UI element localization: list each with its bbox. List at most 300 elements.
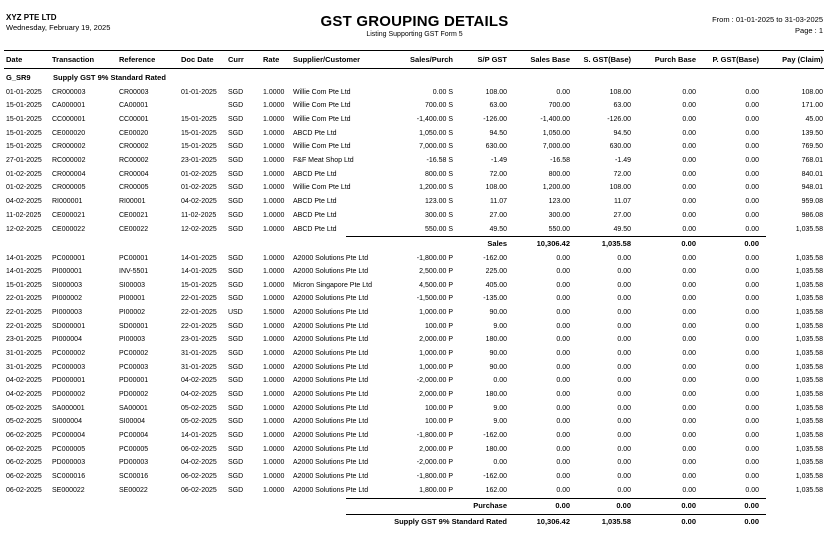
cell-supplier: Willie Com Pte Ltd bbox=[293, 102, 351, 110]
table-row bbox=[0, 361, 829, 375]
col-purch-base: Purch Base bbox=[654, 55, 696, 64]
cell-p-gst-base: 0.00 bbox=[745, 102, 759, 110]
table-row bbox=[0, 306, 829, 320]
cell-reference: PC00004 bbox=[119, 431, 149, 439]
report-date: Wednesday, February 19, 2025 bbox=[6, 23, 111, 32]
cell-s-gst-base: 0.00 bbox=[617, 459, 631, 467]
cell-doc-date: 04-02-2025 bbox=[181, 459, 217, 467]
cell-date: 11-02-2025 bbox=[6, 211, 42, 219]
cell-doc-date: 15-01-2025 bbox=[181, 281, 217, 289]
table-row bbox=[0, 443, 829, 457]
cell-sales-purch: 2,000.00 P bbox=[419, 391, 453, 398]
cell-date: 31-01-2025 bbox=[6, 363, 42, 371]
col-pay-claim: Pay (Claim) bbox=[782, 55, 823, 64]
cell-purch-base: 0.00 bbox=[682, 143, 696, 151]
cell-transaction: PI000001 bbox=[52, 268, 82, 276]
cell-curr: SGD bbox=[228, 459, 244, 467]
cell-pay-claim: 1,035.58 bbox=[795, 418, 823, 426]
cell-supplier: A2000 Solutions Pte Ltd bbox=[293, 472, 369, 480]
cell-date: 06-02-2025 bbox=[6, 459, 42, 467]
cell-date: 15-01-2025 bbox=[6, 143, 42, 151]
cell-sales-base: 0.00 bbox=[556, 391, 570, 398]
cell-sales-base: 0.00 bbox=[556, 459, 570, 467]
cell-transaction: CE000022 bbox=[52, 225, 86, 233]
table-row bbox=[0, 252, 829, 266]
cell-reference: CR00005 bbox=[119, 184, 149, 192]
cell-purch-base: 0.00 bbox=[682, 211, 696, 219]
cell-date: 15-01-2025 bbox=[6, 129, 42, 137]
cell-transaction: CR000005 bbox=[52, 184, 86, 192]
cell-supplier: A2000 Solutions Pte Ltd bbox=[293, 459, 369, 467]
cell-sales-base: 0.00 bbox=[556, 363, 570, 371]
cell-rate: 1.0000 bbox=[263, 486, 285, 494]
group-total-row bbox=[0, 517, 829, 529]
cell-reference: PD00001 bbox=[119, 377, 149, 385]
cell-doc-date: 31-01-2025 bbox=[181, 363, 217, 371]
cell-sales-base: 0.00 bbox=[556, 377, 570, 385]
col-date: Date bbox=[6, 55, 23, 64]
cell-sales-purch: 1,000.00 P bbox=[419, 309, 453, 317]
cell-reference: CA00001 bbox=[119, 102, 149, 110]
cell-pay-claim: 1,035.58 bbox=[795, 486, 823, 494]
cell-s-gst-base: 108.00 bbox=[609, 184, 631, 192]
cell-sp-gst: 9.00 bbox=[493, 322, 507, 330]
cell-sales-purch: 550.00 S bbox=[424, 225, 453, 233]
cell-purch-base: 0.00 bbox=[682, 350, 696, 358]
cell-p-gst-base: 0.00 bbox=[745, 184, 759, 192]
column-header-row bbox=[0, 55, 829, 67]
cell-supplier: A2000 Solutions Pte Ltd bbox=[293, 404, 369, 412]
header-top-rule bbox=[4, 50, 824, 51]
sales-subtotal-s-gst: 1,035.58 bbox=[601, 239, 631, 248]
cell-pay-claim: 986.08 bbox=[801, 211, 823, 219]
cell-rate: 1.0000 bbox=[263, 336, 285, 344]
cell-transaction: PD000003 bbox=[52, 459, 86, 467]
cell-sales-base: 0.00 bbox=[556, 322, 570, 330]
cell-sales-purch: -2,000.00 P bbox=[416, 459, 453, 467]
cell-rate: 1.0000 bbox=[263, 363, 285, 371]
cell-sales-purch: 700.00 S bbox=[424, 102, 453, 110]
cell-transaction: CE000020 bbox=[52, 129, 86, 137]
cell-curr: SGD bbox=[228, 211, 244, 219]
cell-reference: SA00001 bbox=[119, 404, 148, 412]
cell-s-gst-base: 0.00 bbox=[617, 350, 631, 358]
cell-s-gst-base: -126.00 bbox=[607, 115, 631, 123]
cell-curr: SGD bbox=[228, 431, 244, 439]
cell-purch-base: 0.00 bbox=[682, 309, 696, 317]
cell-sp-gst: 9.00 bbox=[493, 418, 507, 426]
cell-curr: SGD bbox=[228, 268, 244, 276]
cell-transaction: SI000003 bbox=[52, 281, 82, 289]
cell-p-gst-base: 0.00 bbox=[745, 198, 759, 206]
cell-sales-purch: -1,800.00 P bbox=[416, 431, 453, 439]
cell-purch-base: 0.00 bbox=[682, 322, 696, 330]
table-row bbox=[0, 154, 829, 168]
cell-p-gst-base: 0.00 bbox=[745, 115, 759, 123]
cell-sales-purch: 100.00 P bbox=[424, 404, 453, 412]
cell-purch-base: 0.00 bbox=[682, 157, 696, 164]
cell-pay-claim: 139.50 bbox=[801, 129, 823, 137]
cell-s-gst-base: 11.07 bbox=[614, 198, 631, 206]
cell-p-gst-base: 0.00 bbox=[745, 472, 759, 480]
cell-sales-purch: 0.00 S bbox=[432, 88, 453, 96]
cell-doc-date: 04-02-2025 bbox=[181, 198, 217, 206]
company-name: XYZ PTE LTD bbox=[6, 13, 57, 22]
cell-purch-base: 0.00 bbox=[682, 377, 696, 385]
cell-date: 05-02-2025 bbox=[6, 418, 42, 426]
table-row bbox=[0, 265, 829, 279]
cell-reference: CE00022 bbox=[119, 225, 149, 233]
cell-sales-base: 7,000.00 bbox=[542, 143, 570, 151]
cell-date: 12-02-2025 bbox=[6, 225, 42, 233]
cell-curr: SGD bbox=[228, 350, 244, 358]
cell-reference: PC00005 bbox=[119, 445, 149, 453]
cell-sales-base: 0.00 bbox=[556, 431, 570, 439]
table-row bbox=[0, 209, 829, 223]
cell-transaction: SE000022 bbox=[52, 486, 85, 494]
cell-p-gst-base: 0.00 bbox=[745, 143, 759, 151]
cell-s-gst-base: 0.00 bbox=[617, 377, 631, 385]
cell-transaction: PC000004 bbox=[52, 431, 86, 439]
cell-date: 06-02-2025 bbox=[6, 431, 42, 439]
cell-date: 14-01-2025 bbox=[6, 254, 42, 262]
cell-rate: 1.0000 bbox=[263, 431, 285, 439]
cell-supplier: A2000 Solutions Pte Ltd bbox=[293, 350, 369, 358]
cell-sales-purch: 800.00 S bbox=[424, 170, 453, 178]
cell-pay-claim: 1,035.58 bbox=[795, 336, 823, 344]
cell-pay-claim: 948.01 bbox=[801, 184, 823, 192]
cell-s-gst-base: 0.00 bbox=[617, 445, 631, 453]
cell-date: 14-01-2025 bbox=[6, 268, 42, 276]
cell-doc-date: 01-02-2025 bbox=[181, 184, 217, 192]
cell-supplier: A2000 Solutions Pte Ltd bbox=[293, 391, 369, 398]
cell-date: 01-01-2025 bbox=[6, 88, 42, 96]
cell-purch-base: 0.00 bbox=[682, 254, 696, 262]
cell-s-gst-base: 0.00 bbox=[617, 254, 631, 262]
table-row bbox=[0, 347, 829, 361]
cell-doc-date: 01-01-2025 bbox=[181, 88, 217, 96]
cell-sales-base: 0.00 bbox=[556, 445, 570, 453]
cell-sales-base: -1,400.00 bbox=[540, 115, 570, 123]
cell-sp-gst: 180.00 bbox=[485, 391, 507, 398]
cell-curr: SGD bbox=[228, 143, 244, 151]
sales-subtotal-purch-base: 0.00 bbox=[681, 239, 696, 248]
cell-sales-purch: -2,000.00 P bbox=[416, 377, 453, 385]
header-bottom-rule bbox=[4, 68, 824, 69]
cell-s-gst-base: 0.00 bbox=[617, 322, 631, 330]
cell-p-gst-base: 0.00 bbox=[745, 322, 759, 330]
cell-sp-gst: 0.00 bbox=[493, 459, 507, 467]
cell-reference: INV-5501 bbox=[119, 268, 149, 276]
cell-doc-date: 23-01-2025 bbox=[181, 157, 217, 164]
cell-sales-base: 1,050.00 bbox=[542, 129, 570, 137]
cell-curr: SGD bbox=[228, 129, 244, 137]
cell-s-gst-base: 0.00 bbox=[617, 281, 631, 289]
cell-date: 22-01-2025 bbox=[6, 322, 42, 330]
cell-purch-base: 0.00 bbox=[682, 431, 696, 439]
cell-purch-base: 0.00 bbox=[682, 363, 696, 371]
cell-curr: SGD bbox=[228, 198, 244, 206]
cell-s-gst-base: 0.00 bbox=[617, 268, 631, 276]
cell-purch-base: 0.00 bbox=[682, 184, 696, 192]
cell-reference: CC00001 bbox=[119, 115, 149, 123]
cell-date: 06-02-2025 bbox=[6, 486, 42, 494]
cell-supplier: A2000 Solutions Pte Ltd bbox=[293, 486, 369, 494]
table-row bbox=[0, 415, 829, 429]
cell-p-gst-base: 0.00 bbox=[745, 211, 759, 219]
cell-supplier: A2000 Solutions Pte Ltd bbox=[293, 309, 369, 317]
cell-curr: USD bbox=[228, 309, 243, 317]
cell-transaction: PI000002 bbox=[52, 295, 82, 303]
cell-date: 31-01-2025 bbox=[6, 350, 42, 358]
sales-subtotal-rule bbox=[346, 236, 766, 237]
cell-s-gst-base: 0.00 bbox=[617, 391, 631, 398]
cell-sp-gst: 63.00 bbox=[489, 102, 507, 110]
cell-sales-base: 0.00 bbox=[556, 336, 570, 344]
cell-sales-purch: -1,800.00 P bbox=[416, 254, 453, 262]
cell-sales-base: 0.00 bbox=[556, 350, 570, 358]
cell-date: 04-02-2025 bbox=[6, 377, 42, 385]
cell-doc-date: 15-01-2025 bbox=[181, 129, 217, 137]
cell-sp-gst: -135.00 bbox=[483, 295, 507, 303]
cell-sp-gst: 90.00 bbox=[489, 309, 507, 317]
cell-pay-claim: 1,035.58 bbox=[795, 322, 823, 330]
cell-reference: RI00001 bbox=[119, 198, 146, 206]
cell-doc-date: 12-02-2025 bbox=[181, 225, 217, 233]
cell-sales-base: -16.58 bbox=[550, 157, 570, 164]
cell-doc-date: 22-01-2025 bbox=[181, 309, 217, 317]
col-rate: Rate bbox=[263, 55, 280, 64]
cell-p-gst-base: 0.00 bbox=[745, 350, 759, 358]
cell-curr: SGD bbox=[228, 336, 244, 344]
cell-p-gst-base: 0.00 bbox=[745, 225, 759, 233]
cell-sales-base: 550.00 bbox=[548, 225, 570, 233]
group-total-purch-base: 0.00 bbox=[681, 517, 696, 526]
cell-doc-date: 11-02-2025 bbox=[181, 211, 217, 219]
group-name: Supply GST 9% Standard Rated bbox=[53, 73, 166, 82]
cell-transaction: RI000001 bbox=[52, 198, 83, 206]
cell-curr: SGD bbox=[228, 486, 244, 494]
cell-sp-gst: 90.00 bbox=[489, 363, 507, 371]
cell-sales-base: 0.00 bbox=[556, 472, 570, 480]
cell-transaction: SI000004 bbox=[52, 418, 82, 426]
cell-s-gst-base: -1.49 bbox=[615, 157, 631, 164]
cell-p-gst-base: 0.00 bbox=[745, 445, 759, 453]
cell-doc-date: 05-02-2025 bbox=[181, 418, 217, 426]
cell-doc-date: 14-01-2025 bbox=[181, 431, 217, 439]
cell-pay-claim: 1,035.58 bbox=[795, 225, 823, 233]
cell-pay-claim: 1,035.58 bbox=[795, 295, 823, 303]
cell-doc-date: 23-01-2025 bbox=[181, 336, 217, 344]
cell-reference: SD00001 bbox=[119, 322, 149, 330]
cell-sp-gst: -126.00 bbox=[483, 115, 507, 123]
cell-reference: CR00002 bbox=[119, 143, 149, 151]
cell-curr: SGD bbox=[228, 157, 244, 164]
group-total-sales-base: 10,306.42 bbox=[536, 517, 570, 526]
cell-reference: PI00001 bbox=[119, 295, 146, 303]
cell-supplier: Willie Com Pte Ltd bbox=[293, 143, 351, 151]
cell-pay-claim: 1,035.58 bbox=[795, 431, 823, 439]
cell-date: 23-01-2025 bbox=[6, 336, 42, 344]
cell-reference: CE00020 bbox=[119, 129, 149, 137]
table-row bbox=[0, 113, 829, 127]
cell-reference: PI00003 bbox=[119, 336, 146, 344]
cell-rate: 1.0000 bbox=[263, 225, 285, 233]
cell-sp-gst: 72.00 bbox=[489, 170, 507, 178]
table-row bbox=[0, 388, 829, 402]
cell-purch-base: 0.00 bbox=[682, 281, 696, 289]
table-row bbox=[0, 223, 829, 237]
cell-s-gst-base: 72.00 bbox=[613, 170, 631, 178]
cell-rate: 1.0000 bbox=[263, 170, 285, 178]
cell-rate: 1.0000 bbox=[263, 322, 285, 330]
cell-sales-purch: -1,500.00 P bbox=[416, 295, 453, 303]
cell-sales-base: 1,200.00 bbox=[542, 184, 570, 192]
cell-p-gst-base: 0.00 bbox=[745, 336, 759, 344]
cell-doc-date: 01-02-2025 bbox=[181, 170, 217, 178]
table-row bbox=[0, 86, 829, 100]
group-total-s-gst: 1,035.58 bbox=[601, 517, 631, 526]
cell-curr: SGD bbox=[228, 418, 244, 426]
cell-pay-claim: 1,035.58 bbox=[795, 268, 823, 276]
cell-transaction: CR000003 bbox=[52, 88, 86, 96]
cell-sp-gst: -162.00 bbox=[483, 472, 507, 480]
table-row bbox=[0, 279, 829, 293]
cell-s-gst-base: 108.00 bbox=[609, 88, 631, 96]
cell-sp-gst: 11.07 bbox=[490, 198, 507, 206]
cell-sales-base: 700.00 bbox=[548, 102, 570, 110]
cell-purch-base: 0.00 bbox=[682, 472, 696, 480]
cell-transaction: CC000001 bbox=[52, 115, 86, 123]
cell-date: 06-02-2025 bbox=[6, 472, 42, 480]
cell-p-gst-base: 0.00 bbox=[745, 157, 759, 164]
group-total-label: Supply GST 9% Standard Rated bbox=[394, 517, 507, 526]
cell-purch-base: 0.00 bbox=[682, 225, 696, 233]
cell-curr: SGD bbox=[228, 115, 244, 123]
cell-transaction: SA000001 bbox=[52, 404, 85, 412]
cell-p-gst-base: 0.00 bbox=[745, 309, 759, 317]
cell-pay-claim: 108.00 bbox=[801, 88, 823, 96]
purchase-subtotal-sales-base: 0.00 bbox=[555, 501, 570, 510]
cell-date: 22-01-2025 bbox=[6, 309, 42, 317]
purchase-subtotal-label: Purchase bbox=[473, 501, 507, 510]
cell-pay-claim: 1,035.58 bbox=[795, 404, 823, 412]
page-number: Page : 1 bbox=[795, 26, 823, 35]
cell-p-gst-base: 0.00 bbox=[745, 88, 759, 96]
cell-sales-purch: 4,500.00 P bbox=[419, 281, 453, 289]
cell-reference: CR00004 bbox=[119, 170, 149, 178]
cell-s-gst-base: 0.00 bbox=[617, 418, 631, 426]
cell-sales-purch: 1,200.00 S bbox=[419, 184, 453, 192]
cell-p-gst-base: 0.00 bbox=[745, 377, 759, 385]
cell-transaction: PC000003 bbox=[52, 363, 86, 371]
cell-doc-date: 05-02-2025 bbox=[181, 404, 217, 412]
cell-pay-claim: 1,035.58 bbox=[795, 445, 823, 453]
cell-reference: PC00001 bbox=[119, 254, 149, 262]
cell-doc-date: 06-02-2025 bbox=[181, 486, 217, 494]
cell-rate: 1.0000 bbox=[263, 268, 285, 276]
cell-transaction: CE000021 bbox=[52, 211, 86, 219]
table-row bbox=[0, 402, 829, 416]
cell-supplier: ABCD Pte Ltd bbox=[293, 198, 337, 206]
cell-sales-base: 300.00 bbox=[548, 211, 570, 219]
col-supplier: Supplier/Customer bbox=[293, 55, 361, 64]
col-s-gst-base: S. GST(Base) bbox=[583, 55, 631, 64]
table-row bbox=[0, 470, 829, 484]
sales-subtotal-row bbox=[0, 239, 829, 251]
cell-p-gst-base: 0.00 bbox=[745, 363, 759, 371]
cell-sales-base: 800.00 bbox=[548, 170, 570, 178]
cell-rate: 1.0000 bbox=[263, 281, 285, 289]
cell-s-gst-base: 0.00 bbox=[617, 363, 631, 371]
cell-transaction: SD000001 bbox=[52, 322, 86, 330]
cell-sales-base: 0.00 bbox=[556, 404, 570, 412]
cell-sp-gst: 49.50 bbox=[489, 225, 507, 233]
cell-curr: SGD bbox=[228, 170, 244, 178]
cell-rate: 1.0000 bbox=[263, 377, 285, 385]
cell-purch-base: 0.00 bbox=[682, 445, 696, 453]
cell-purch-base: 0.00 bbox=[682, 486, 696, 494]
cell-date: 01-02-2025 bbox=[6, 170, 42, 178]
cell-sales-base: 0.00 bbox=[556, 88, 570, 96]
cell-sales-purch: 100.00 P bbox=[424, 418, 453, 426]
cell-curr: SGD bbox=[228, 322, 244, 330]
purchase-subtotal-purch-base: 0.00 bbox=[681, 501, 696, 510]
report-title: GST GROUPING DETAILS bbox=[320, 13, 509, 30]
cell-rate: 1.0000 bbox=[263, 129, 285, 137]
cell-supplier: ABCD Pte Ltd bbox=[293, 170, 337, 178]
cell-p-gst-base: 0.00 bbox=[745, 268, 759, 276]
cell-purch-base: 0.00 bbox=[682, 88, 696, 96]
cell-curr: SGD bbox=[228, 377, 244, 385]
cell-sp-gst: -162.00 bbox=[483, 431, 507, 439]
cell-sp-gst: 108.00 bbox=[485, 88, 507, 96]
cell-supplier: F&F Meat Shop Ltd bbox=[293, 157, 354, 164]
cell-curr: SGD bbox=[228, 88, 244, 96]
cell-supplier: A2000 Solutions Pte Ltd bbox=[293, 377, 369, 385]
cell-sales-purch: 123.00 S bbox=[424, 198, 453, 206]
col-sales-base: Sales Base bbox=[530, 55, 570, 64]
table-row bbox=[0, 140, 829, 154]
cell-p-gst-base: 0.00 bbox=[745, 486, 759, 494]
cell-rate: 1.0000 bbox=[263, 211, 285, 219]
cell-p-gst-base: 0.00 bbox=[745, 295, 759, 303]
cell-pay-claim: 769.50 bbox=[801, 143, 823, 151]
table-row bbox=[0, 99, 829, 113]
cell-reference: CR00003 bbox=[119, 88, 149, 96]
cell-reference: PD00003 bbox=[119, 459, 149, 467]
table-row bbox=[0, 127, 829, 141]
cell-transaction: CA000001 bbox=[52, 102, 86, 110]
cell-curr: SGD bbox=[228, 391, 244, 398]
purchase-subtotal-rule bbox=[346, 498, 766, 499]
cell-date: 01-02-2025 bbox=[6, 184, 42, 192]
cell-transaction: PI000003 bbox=[52, 309, 82, 317]
cell-curr: SGD bbox=[228, 445, 244, 453]
col-reference: Reference bbox=[119, 55, 156, 64]
date-range: From : 01-01-2025 to 31-03-2025 bbox=[712, 15, 823, 24]
cell-doc-date: 06-02-2025 bbox=[181, 472, 217, 480]
sales-subtotal-p-gst: 0.00 bbox=[744, 239, 759, 248]
cell-sales-purch: 2,000.00 P bbox=[419, 336, 453, 344]
cell-s-gst-base: 0.00 bbox=[617, 472, 631, 480]
cell-sales-purch: -1,800.00 P bbox=[416, 472, 453, 480]
cell-pay-claim: 1,035.58 bbox=[795, 309, 823, 317]
cell-s-gst-base: 63.00 bbox=[613, 102, 631, 110]
table-row bbox=[0, 429, 829, 443]
cell-purch-base: 0.00 bbox=[682, 129, 696, 137]
cell-reference: PD00002 bbox=[119, 391, 149, 398]
